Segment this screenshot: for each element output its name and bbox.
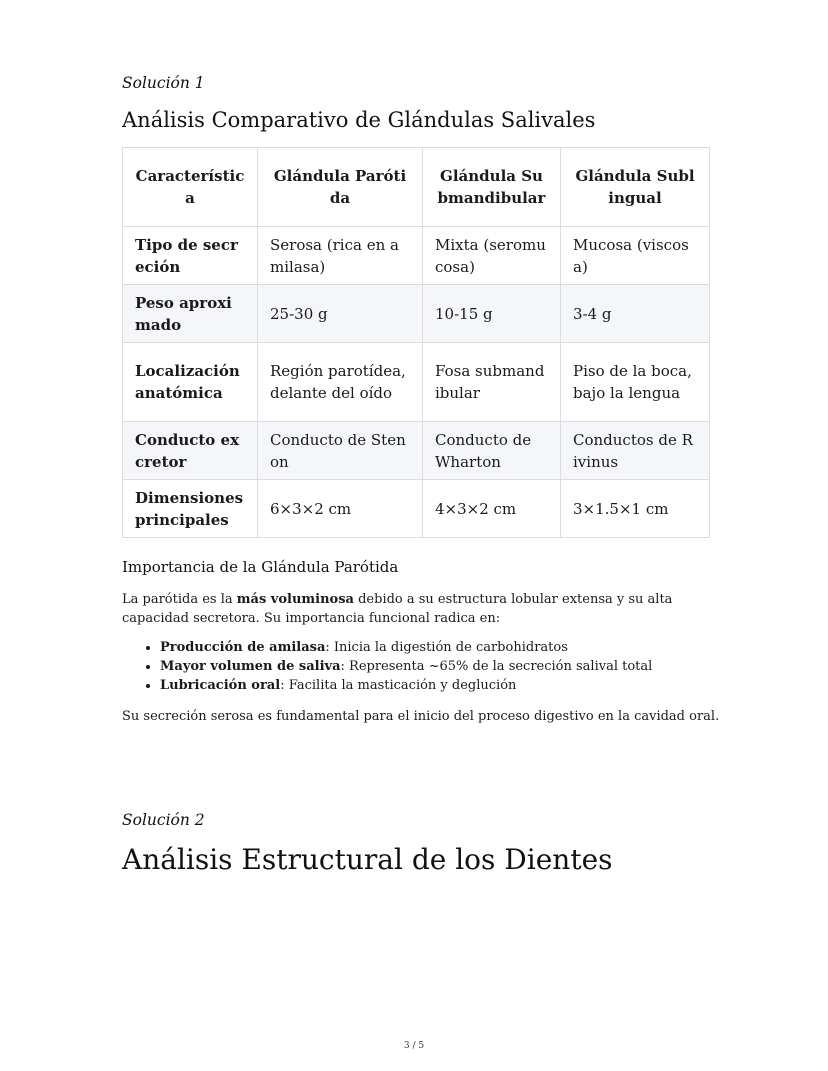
table-header-row	[123, 148, 710, 227]
table-cell: Conductos de Rivinus	[561, 422, 710, 480]
importance-closing: Su secreción serosa es fundamental para el inicio del proceso digestivo en la cavidad oral.	[122, 709, 720, 724]
intro-text: debido a su estructura lobular extensa y su alta capacidad secretora. Su importancia funcional radica en:	[122, 592, 673, 626]
row-header-cell: Dimensiones principales	[123, 480, 258, 538]
importance-list	[144, 638, 652, 695]
table-cell: Piso de la boca, bajo la lengua	[561, 343, 710, 422]
row-header-cell: Peso aproximado	[123, 285, 258, 343]
row-header-cell: Localización anatómica	[123, 343, 258, 422]
table-row	[123, 343, 710, 422]
list-item-bold: Producción de amilasa	[160, 640, 326, 655]
list-item-bold: Mayor volumen de saliva	[160, 659, 341, 674]
importance-heading: Importancia de la Glándula Parótida	[122, 558, 399, 576]
list-item	[160, 657, 652, 676]
list-item-text: : Representa ~65% de la secreción salival total	[340, 659, 653, 674]
table-header-cell: Característica	[123, 148, 258, 227]
table-cell: Serosa (rica en amilasa)	[258, 227, 423, 285]
list-item	[160, 638, 652, 657]
intro-text: La parótida es la	[122, 592, 237, 607]
solution-1-label: Solución 1	[122, 74, 205, 92]
comparison-table	[122, 147, 710, 538]
table-cell: Mucosa (viscosa)	[561, 227, 710, 285]
row-header-cell: Tipo de secreción	[123, 227, 258, 285]
row-header-cell: Conducto excretor	[123, 422, 258, 480]
table-cell: 3×1.5×1 cm	[561, 480, 710, 538]
table-row	[123, 227, 710, 285]
intro-bold-text: más voluminosa	[236, 592, 354, 607]
importance-intro	[122, 590, 682, 628]
table-cell: Fosa submandibular	[423, 343, 561, 422]
table-header-cell: Glándula Parótida	[258, 148, 423, 227]
table-cell: Región parotídea, delante del oído	[258, 343, 423, 422]
table-row	[123, 285, 710, 343]
list-item-bold: Lubricación oral	[160, 678, 281, 693]
table-cell: Conducto de Stenon	[258, 422, 423, 480]
table-cell: 25-30 g	[258, 285, 423, 343]
table-cell: Conducto de Wharton	[423, 422, 561, 480]
table-row	[123, 422, 710, 480]
table-cell: 4×3×2 cm	[423, 480, 561, 538]
table-cell: 3-4 g	[561, 285, 710, 343]
table-header-cell: Glándula Sublingual	[561, 148, 710, 227]
list-item-text: : Facilita la masticación y deglución	[280, 678, 517, 693]
solution-2-label: Solución 2	[122, 811, 205, 829]
solution-2-title: Análisis Estructural de los Dientes	[122, 843, 613, 876]
table-cell: 6×3×2 cm	[258, 480, 423, 538]
table-header-cell: Glándula Submandibular	[423, 148, 561, 227]
solution-1-title: Análisis Comparativo de Glándulas Salivales	[122, 108, 596, 132]
table-cell: 10-15 g	[423, 285, 561, 343]
page-number: 3 / 5	[403, 1041, 425, 1051]
list-item-text: : Inicia la digestión de carbohidratos	[325, 640, 568, 655]
table-cell: Mixta (seromucosa)	[423, 227, 561, 285]
list-item	[160, 676, 652, 695]
table-row	[123, 480, 710, 538]
